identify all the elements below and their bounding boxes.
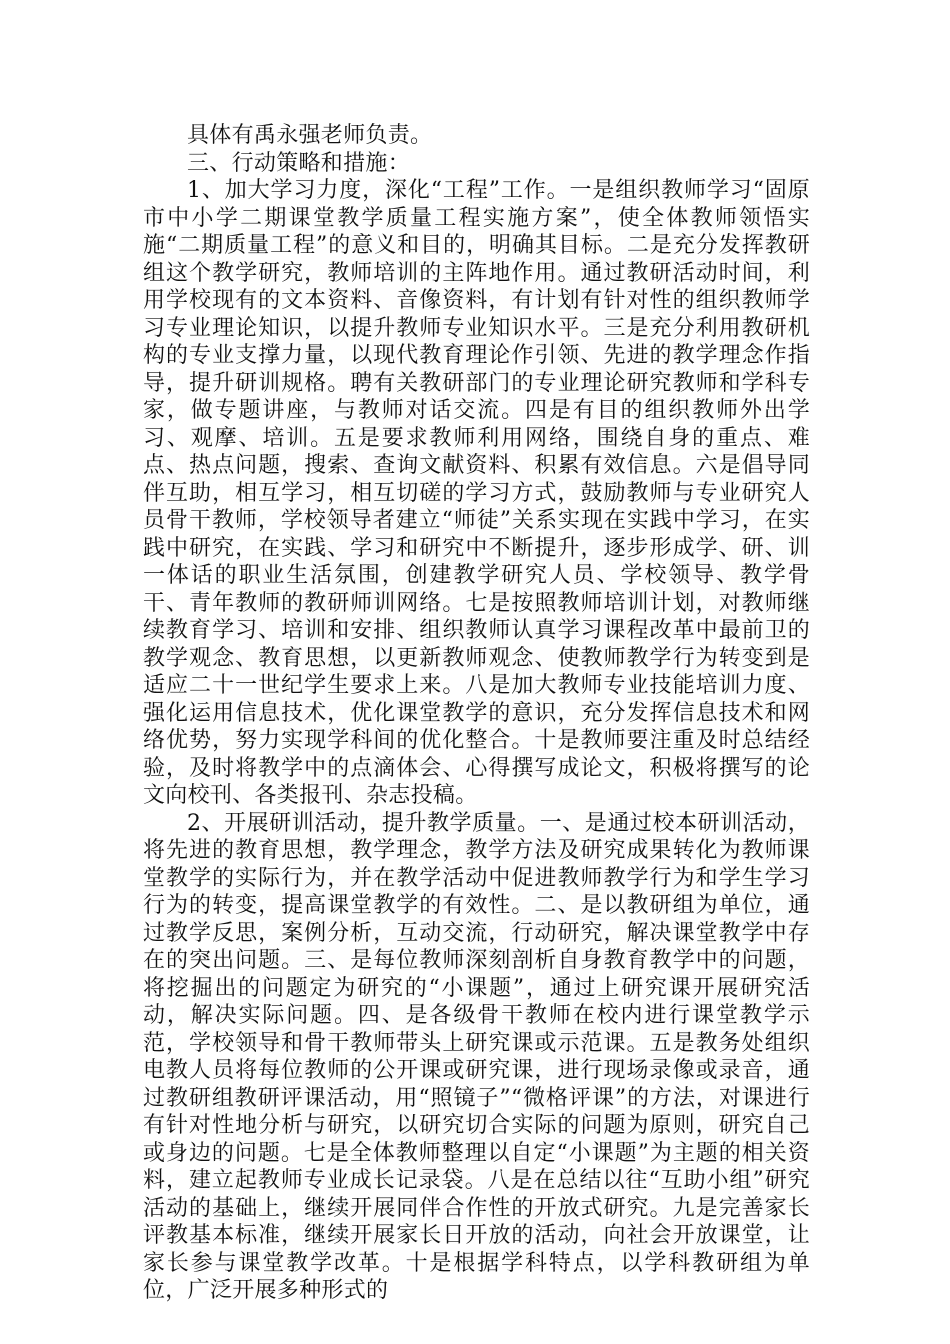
document-body	[143, 122, 810, 1305]
paragraph-study: 1、加大学习力度，深化“工程”工作。一是组织教师学习“固原市中小学二期课堂教学质量工程实施方案”，使全体教师领悟实施“二期质量工程”的意义和目的，明确其目标。二是充分发挥教研组这个教学研究，教师培训的主阵地作用。通过教研活动时间，利用学校现有的文本资料、音像资料，有计划有针对性的组织教师学习专业理论知识，以提升教师专业知识水平。三是充分利用教研机构的专业支撑力量，以现代教育理论作引领、先进的教学理念作指导，提升研训规格。聘有关教研部门的专业理论研究教师和学科专家，做专题讲座，与教师对话交流。四是有目的组织教师外出学习、观摩、培训。五是要求教师利用网络，围绕自身的重点、难点、热点问题，搜索、查询文献资料、积累有效信息。六是倡导同伴互助，相互学习，相互切磋的学习方式，鼓励教师与专业研究人员骨干教师，学校领导者建立“师徒”关系实现在实践中学习，在实践中研究，在实践、学习和研究中不断提升，逐步形成学、研、训一体话的职业生活氛围，创建教学研究人员、学校领导、教学骨干、青年教师的教研师训网络。七是按照教师培训计划，对教师继续教育学习、培训和安排、组织教师认真学习课程改革中最前卫的教学观念、教育思想，以更新教师观念、使教师教学行为转变到是适应二十一世纪学生要求上来。八是加大教师专业技能培训力度、强化运用信息技术，优化课堂教学的意识，充分发挥信息技术和网络优势，努力实现学科间的优化整合。十是教师要注重及时总结经验，及时将教学中的点滴体会、心得撰写成论文，积极将撰写的论文向校刊、各类报刊、杂志投稿。	[143, 178, 810, 808]
intro-line: 具体有禹永强老师负责。	[187, 123, 433, 148]
section-heading: 三、行动策略和措施：	[187, 150, 411, 176]
paragraph-research: 2、开展研训活动，提升教学质量。一、是通过校本研训活动，将先进的教育思想，教学理念，教学方法及研究成果转化为教师课堂教学的实际行为，并在教学活动中促进教师教学行为和学生学习行为的转变，提高课堂教学的有效性。二、是以教研组为单位，通过教学反思，案例分析，互动交流，行动研究，解决课堂教学中存在的突出问题。三、是每位教师深刻剖析自身教育教学中的问题，将挖掘出的问题定为研究的“小课题”，通过上研究课开展研究活动，解决实际问题。四、是各级骨干教师在校内进行课堂教学示范，学校领导和骨干教师带头上研究课或示范课。五是教务处组织电教人员将每位教师的公开课或研究课，进行现场录像或录音，通过教研组教研评课活动，用“照镜子”“微格评课”的方法，对课进行有针对性地分析与研究，以研究切合实际的问题为原则，研究自己或身边的问题。七是全体教师整理以自定“小课题”为主题的相关资料，建立起教师专业成长记录袋。八是在总结以往“互助小组”研究活动的基础上，继续开展同伴合作性的开放式研究。九是完善家长评教基本标准，继续开展家长日开放的活动，向社会开放课堂，让家长参与课堂教学改革。十是根据学科特点，以学科教研组为单位，广泛开展多种形式的	[143, 810, 810, 1303]
